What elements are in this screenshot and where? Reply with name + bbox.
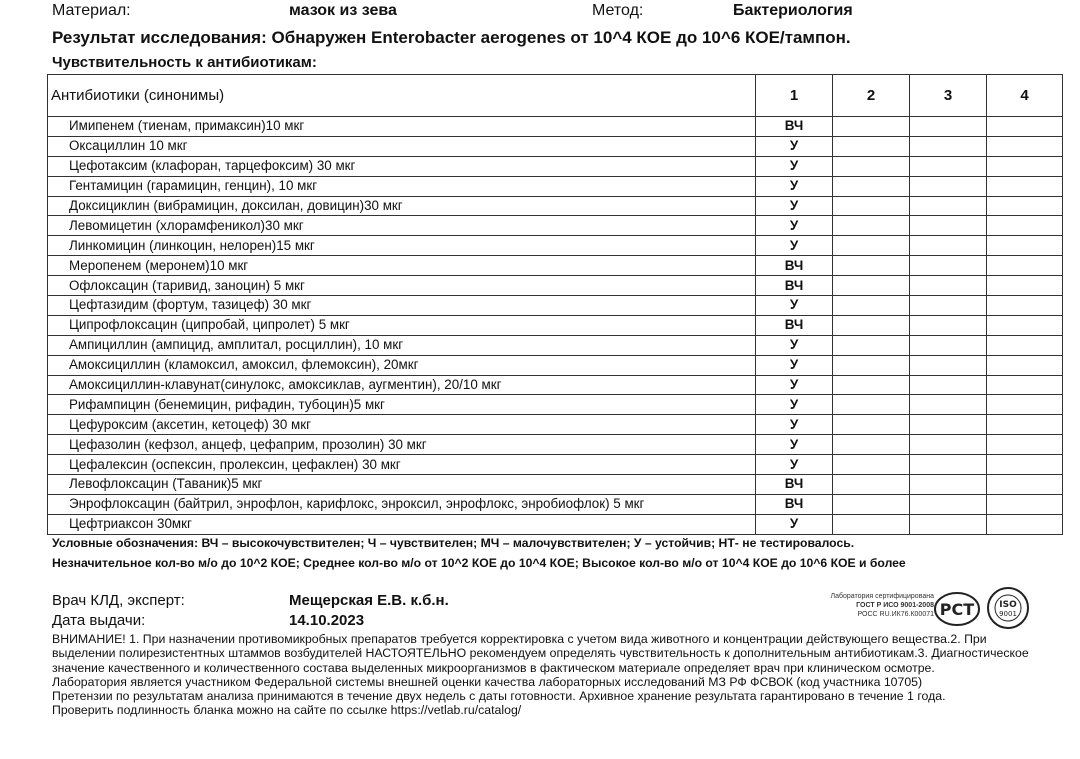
result-cell-3 (910, 256, 987, 276)
result-cell-4 (987, 296, 1063, 316)
table-header-row (48, 75, 1063, 117)
antibiotic-name: Ципрофлоксацин (ципробай, ципролет) 5 мкг (48, 315, 756, 335)
result-cell-1: У (756, 375, 833, 395)
result-cell-2 (833, 415, 910, 435)
antibiotic-name: Гентамицин (гарамицин, генцин), 10 мкг (48, 176, 756, 196)
antibiotic-name: Цефуроксим (аксетин, кетоцеф) 30 мкг (48, 415, 756, 435)
result-cell-1: У (756, 136, 833, 156)
result-cell-2 (833, 256, 910, 276)
result-cell-1: У (756, 196, 833, 216)
result-cell-3 (910, 315, 987, 335)
result-cell-3 (910, 395, 987, 415)
cert-line-3: РОСС RU.ИК76.К00071 (857, 611, 934, 618)
result-cell-1: ВЧ (756, 315, 833, 335)
table-row (48, 136, 1063, 156)
table-row (48, 355, 1063, 375)
result-cell-1: У (756, 355, 833, 375)
legend-line-1: Условные обозначения: ВЧ – высокочувствителен; Ч – чувствителен; МЧ – малочувствителен; У – устойчив; НТ- не тестировалось. (52, 536, 855, 550)
result-cell-3 (910, 136, 987, 156)
table-body (48, 117, 1063, 535)
result-cell-4 (987, 355, 1063, 375)
result-cell-4 (987, 455, 1063, 475)
result-cell-4 (987, 117, 1063, 137)
result-cell-3 (910, 156, 987, 176)
doctor-value: Мещерская Е.В. к.б.н. (289, 592, 449, 609)
result-cell-2 (833, 117, 910, 137)
result-cell-1: ВЧ (756, 276, 833, 296)
footer-line-1: Лаборатория является участником Федеральной системы внешней оценки качества лабораторных исследований МЗ РФ ФСВОК (код участника 10705) (52, 674, 923, 689)
result-cell-3 (910, 415, 987, 435)
result-cell-3 (910, 216, 987, 236)
result-cell-2 (833, 395, 910, 415)
result-cell-4 (987, 395, 1063, 415)
footer-line-2: Претензии по результатам анализа принимаются в течение двух недель с даты готовности. Архивное хранение результата гарантировано в течение 1 года. (52, 689, 946, 704)
result-line (52, 28, 851, 48)
antibiotic-name: Оксациллин 10 мкг (48, 136, 756, 156)
sensitivity-title: Чувствительность к антибиотикам: (52, 54, 317, 71)
antibiotic-name: Амоксициллин-клавунат(синулокс, амоксиклав, аугментин), 20/10 мкг (48, 375, 756, 395)
result-cell-1: У (756, 156, 833, 176)
result-cell-4 (987, 315, 1063, 335)
cert-line-1: Лаборатория сертифицирована (830, 593, 934, 600)
antibiotic-name: Меропенем (меронем)10 мкг (48, 256, 756, 276)
result-cell-3 (910, 117, 987, 137)
result-cell-1: У (756, 395, 833, 415)
result-cell-3 (910, 494, 987, 514)
method-label: Метод: (592, 2, 644, 19)
footer-line-3: Проверить подлинность бланка можно на сайте по ссылке https://vetlab.ru/catalog/ (52, 703, 522, 718)
result-cell-1: У (756, 176, 833, 196)
iso-number: 9001 (999, 610, 1017, 618)
result-cell-2 (833, 514, 910, 534)
result-cell-2 (833, 176, 910, 196)
table-row (48, 435, 1063, 455)
iso-text: ISO (999, 600, 1017, 610)
antibiotic-name: Цефалексин (оспексин, пролексин, цефаклен) 30 мкг (48, 455, 756, 475)
result-cell-2 (833, 196, 910, 216)
material-value: мазок из зева (289, 2, 397, 19)
result-cell-1: У (756, 296, 833, 316)
result-cell-4 (987, 494, 1063, 514)
table-row (48, 415, 1063, 435)
result-cell-2 (833, 335, 910, 355)
result-cell-2 (833, 276, 910, 296)
result-cell-1: У (756, 455, 833, 475)
result-cell-1: ВЧ (756, 494, 833, 514)
column-header-3: 3 (910, 75, 987, 117)
result-cell-2 (833, 355, 910, 375)
method-value: Бактериология (733, 2, 853, 19)
result-cell-2 (833, 315, 910, 335)
antibiotic-name: Офлоксацин (таривид, заноцин) 5 мкг (48, 276, 756, 296)
column-header-1: 1 (756, 75, 833, 117)
result-cell-4 (987, 176, 1063, 196)
result-cell-3 (910, 375, 987, 395)
table-row (48, 216, 1063, 236)
table-row (48, 475, 1063, 495)
antibiotic-name: Доксициклин (вибрамицин, доксилан, довицин)30 мкг (48, 196, 756, 216)
attention-note: ВНИМАНИЕ! 1. При назначении противомикробных препаратов требуется корректировка с учетом вида животного и концентрации действующего вещества.2. При выделении полирезистентных штаммов возбудителей НАСТОЯТЕЛЬНО рекомендуем определять чувствительность к дополнительным антибиотикам.3. Диагностическое значение качественного и количественного состава выделенных микроорганизмов в фактическом материале определяет врач при клиническом осмотре. (52, 632, 1029, 675)
result-cell-3 (910, 176, 987, 196)
table-row (48, 395, 1063, 415)
column-header-2: 2 (833, 75, 910, 117)
result-cell-3 (910, 335, 987, 355)
antibiotic-name: Цефотаксим (клафоран, тарцефоксим) 30 мкг (48, 156, 756, 176)
result-cell-4 (987, 514, 1063, 534)
result-cell-2 (833, 216, 910, 236)
result-cell-4 (987, 435, 1063, 455)
result-cell-4 (987, 196, 1063, 216)
table-row (48, 296, 1063, 316)
result-label: Результат исследования: (52, 28, 267, 47)
table-row (48, 276, 1063, 296)
result-cell-1: У (756, 236, 833, 256)
result-cell-4 (987, 256, 1063, 276)
result-cell-3 (910, 455, 987, 475)
cert-line-2: ГОСТ Р ИСО 9001-2008 (856, 602, 934, 609)
result-cell-4 (987, 335, 1063, 355)
antibiotic-name: Левомицетин (хлорамфеникол)30 мкг (48, 216, 756, 236)
antibiotic-name: Линкомицин (линкоцин, нелорен)15 мкг (48, 236, 756, 256)
result-cell-2 (833, 236, 910, 256)
table-row (48, 375, 1063, 395)
result-cell-4 (987, 475, 1063, 495)
legend-line-2: Незначительное кол-во м/о до 10^2 КОЕ; Среднее кол-во м/о от 10^2 КОЕ до 10^4 КОЕ; Высокое кол-во м/о от 10^4 КОЕ до 10^6 КОЕ и более (52, 556, 906, 570)
result-cell-4 (987, 236, 1063, 256)
result-cell-3 (910, 276, 987, 296)
result-cell-1: У (756, 415, 833, 435)
table-row (48, 156, 1063, 176)
result-cell-1: У (756, 514, 833, 534)
antibiotic-name: Энрофлоксацин (байтрил, энрофлон, карифлокс, энроксил, энрофлокс, энробиофлок) 5 мкг (48, 494, 756, 514)
antibiotic-name: Левофлоксацин (Таваник)5 мкг (48, 475, 756, 495)
certification-text (764, 592, 934, 619)
result-cell-2 (833, 136, 910, 156)
column-header-antibiotics: Антибиотики (синонимы) (48, 75, 756, 117)
antibiotic-name: Амоксициллин (кламоксил, амоксил, флемоксин), 20мкг (48, 355, 756, 375)
header-row (52, 2, 1062, 22)
result-cell-3 (910, 236, 987, 256)
result-cell-4 (987, 216, 1063, 236)
table-row (48, 514, 1063, 534)
table-row (48, 455, 1063, 475)
result-cell-4 (987, 415, 1063, 435)
column-header-4: 4 (987, 75, 1063, 117)
result-cell-3 (910, 475, 987, 495)
issue-date-value: 14.10.2023 (289, 612, 365, 629)
result-cell-1: У (756, 216, 833, 236)
result-cell-2 (833, 156, 910, 176)
result-cell-4 (987, 375, 1063, 395)
antibiotic-name: Цефтриаксон 30мкг (48, 514, 756, 534)
table-row (48, 494, 1063, 514)
result-cell-2 (833, 296, 910, 316)
rst-certification-logo (932, 590, 982, 628)
result-cell-4 (987, 136, 1063, 156)
table-row (48, 335, 1063, 355)
result-cell-1: ВЧ (756, 117, 833, 137)
antibiotic-name: Имипенем (тиенам, примаксин)10 мкг (48, 117, 756, 137)
result-cell-1: ВЧ (756, 475, 833, 495)
table-row (48, 315, 1063, 335)
antibiotic-name: Ампициллин (ампицид, амплитал, росциллин), 10 мкг (48, 335, 756, 355)
result-cell-1: У (756, 335, 833, 355)
result-cell-3 (910, 435, 987, 455)
table-row (48, 117, 1063, 137)
result-cell-4 (987, 276, 1063, 296)
result-cell-1: У (756, 435, 833, 455)
result-cell-2 (833, 494, 910, 514)
table-row (48, 256, 1063, 276)
result-value: Обнаружен Enterobacter aerogenes от 10^4 КОЕ до 10^6 КОЕ/тампон. (271, 28, 851, 47)
result-cell-3 (910, 355, 987, 375)
antibiotic-name: Цефтазидим (фортум, тазицеф) 30 мкг (48, 296, 756, 316)
result-cell-2 (833, 435, 910, 455)
result-cell-3 (910, 196, 987, 216)
material-label: Материал: (52, 2, 131, 19)
result-cell-3 (910, 296, 987, 316)
svg-text:PCT: PCT (939, 600, 975, 619)
issue-date-label: Дата выдачи: (52, 612, 146, 629)
doctor-label: Врач КЛД, эксперт: (52, 592, 185, 609)
antibiotic-name: Рифампицин (бенемицин, рифадин, тубоцин)5 мкг (48, 395, 756, 415)
result-cell-1: ВЧ (756, 256, 833, 276)
table-row (48, 236, 1063, 256)
antibiotics-table (47, 74, 1063, 535)
result-cell-2 (833, 375, 910, 395)
result-cell-2 (833, 455, 910, 475)
result-cell-4 (987, 156, 1063, 176)
table-row (48, 176, 1063, 196)
antibiotic-name: Цефазолин (кефзол, анцеф, цефаприм, прозолин) 30 мкг (48, 435, 756, 455)
result-cell-3 (910, 514, 987, 534)
result-cell-2 (833, 475, 910, 495)
table-row (48, 196, 1063, 216)
iso-9001-logo (986, 586, 1030, 630)
notes-block (52, 632, 1042, 718)
